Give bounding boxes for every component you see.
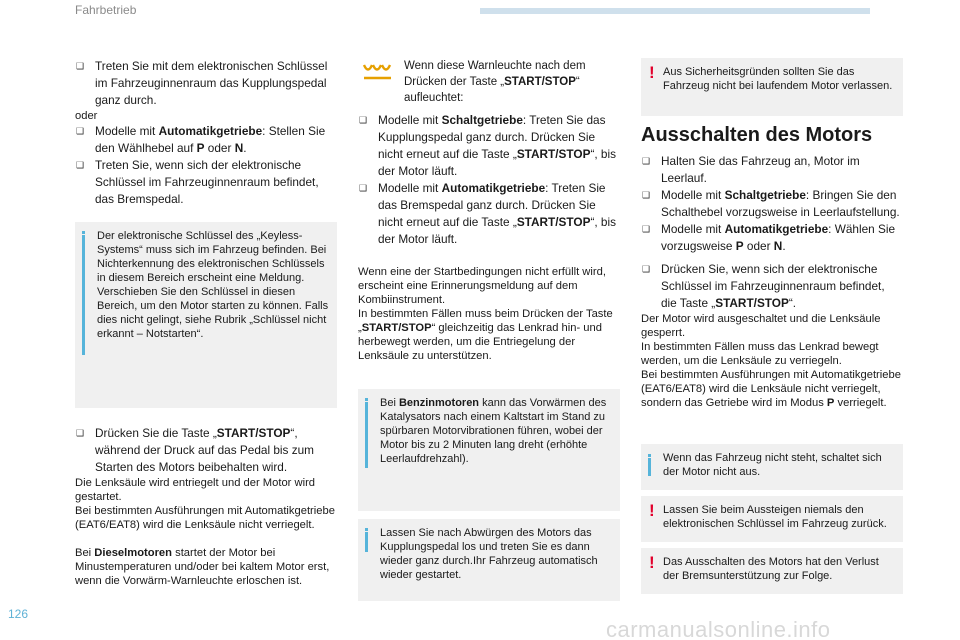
step-bullet: ❑ Modelle mit Automatikgetriebe: Wählen Sie vorzugsweise P oder N.	[642, 222, 896, 253]
checkbox-bullet-icon: ❑	[642, 224, 651, 234]
step-bullet: ❑ Treten Sie mit dem elektronischen Schlüssel im Fahrzeuginnenraum das Kupplungspedal ganz durch.	[76, 59, 328, 107]
paragraph: Bei bestimmten Ausführungen mit Automatikgetriebe (EAT6/EAT8) wird die Lenksäule nicht verriegelt, sondern das Getriebe wird im Modus P verriegelt.	[641, 369, 901, 409]
paragraph: Die Lenksäule wird entriegelt und der Motor wird gestartet.	[75, 477, 316, 503]
glow-plug-warning-lamp-icon	[362, 62, 394, 82]
paragraph: In bestimmten Fällen muss beim Drücken der Taste „START/STOP“ gleichzeitig das Lenkrad hin- und herbewegt werden, um die Entriegelung der Lenksäule zu unterstützen.	[358, 308, 613, 362]
step-bullet: ❑ Drücken Sie die Taste „START/STOP“, während der Druck auf das Pedal bis zum Starten des Motors beibehalten wird.	[76, 426, 315, 474]
paragraph: Bei Dieselmotoren startet der Motor bei Minustemperaturen und/oder bei kaltem Motor erst, wenn die Vorwärm-Warnleuchte erloschen ist.	[75, 547, 330, 587]
step-bullet: ❑ Modelle mit Automatikgetriebe: Stellen Sie den Wählhebel auf P oder N.	[76, 124, 326, 155]
checkbox-bullet-icon: ❑	[359, 183, 368, 193]
section-heading: Ausschalten des Motors	[641, 124, 873, 146]
exclamation-icon: !	[649, 501, 655, 520]
step-bullet: ❑ Modelle mit Schaltgetriebe: Bringen Sie den Schalthebel vorzugsweise in Leerlaufstellung.	[642, 188, 900, 219]
column-1	[75, 58, 337, 588]
exclamation-icon: !	[649, 553, 655, 572]
checkbox-bullet-icon: ❑	[76, 160, 85, 170]
info-marker-icon	[365, 532, 368, 552]
info-note: Bei Benzinmotoren kann das Vorwärmen des Katalysators nach einem Kaltstart im Stand zu spürbaren Motorvibrationen führen, wobei der Motor bis zu 2 Minuten lang dreht (erhöhte Leerlaufdrehzahl).	[358, 389, 620, 511]
step-bullet: ❑ Modelle mit Automatikgetriebe: Treten Sie das Bremspedal ganz durch. Drücken Sie nicht erneut auf die Taste „START/STOP“, bis der Motor läuft.	[359, 181, 617, 246]
checkbox-bullet-icon: ❑	[76, 126, 85, 136]
paragraph: Wenn eine der Startbedingungen nicht erfüllt wird, erscheint eine Erinnerungsmeldung auf dem Kombiinstrument.	[358, 266, 606, 306]
paragraph: Bei bestimmten Ausführungen mit Automatikgetriebe (EAT6/EAT8) wird die Lenksäule nicht verriegelt.	[75, 505, 335, 531]
step-bullet: ❑ Halten Sie das Fahrzeug an, Motor im Leerlauf.	[642, 154, 860, 185]
step-bullet: ❑ Drücken Sie, wenn sich der elektronische Schlüssel im Fahrzeuginnenraum befindet, die Taste „START/STOP“.	[642, 262, 885, 310]
step-bullet: ❑ Modelle mit Schaltgetriebe: Treten Sie das Kupplungspedal ganz durch. Drücken Sie nicht erneut auf die Taste „START/STOP“, bis der Motor läuft.	[359, 113, 617, 178]
section-header: Fahrbetrieb	[75, 3, 137, 17]
page-number: 126	[8, 607, 29, 621]
warning-note: ! Aus Sicherheitsgründen sollten Sie das Fahrzeug nicht bei laufendem Motor verlassen.	[641, 58, 903, 116]
checkbox-bullet-icon: ❑	[642, 156, 651, 166]
oder-text: oder	[75, 110, 98, 122]
warning-note: ! Lassen Sie beim Aussteigen niemals den elektronischen Schlüssel im Fahrzeug zurück.	[641, 496, 903, 542]
column-3	[641, 58, 903, 594]
paragraph: In bestimmten Fällen muss das Lenkrad bewegt werden, um die Lenksäule zu verriegeln.	[641, 341, 879, 367]
info-marker-icon	[365, 402, 368, 468]
column-2	[358, 58, 620, 601]
watermark: carmanualsonline.info	[606, 617, 831, 640]
warning-note: ! Das Ausschalten des Motors hat den Verlust der Bremsunterstützung zur Folge.	[641, 548, 903, 594]
checkbox-bullet-icon: ❑	[359, 115, 368, 125]
step-bullet: ❑ Treten Sie, wenn sich der elektronische Schlüssel im Fahrzeuginnenraum befindet, das Bremspedal.	[76, 158, 319, 206]
info-marker-icon	[82, 235, 85, 355]
checkbox-bullet-icon: ❑	[642, 264, 651, 274]
paragraph: Der Motor wird ausgeschaltet und die Lenksäule gesperrt.	[641, 313, 881, 339]
exclamation-icon: !	[649, 63, 655, 82]
info-note: Lassen Sie nach Abwürgen des Motors das Kupplungspedal los und treten Sie es dann wieder ganz durch.Ihr Fahrzeug automatisch wieder gestartet.	[358, 519, 620, 601]
checkbox-bullet-icon: ❑	[76, 428, 85, 438]
header-rule	[480, 8, 870, 14]
info-note: Wenn das Fahrzeug nicht steht, schaltet sich der Motor nicht aus.	[641, 444, 903, 490]
checkbox-bullet-icon: ❑	[642, 190, 651, 200]
warning-lamp-text: Wenn diese Warnleuchte nach dem Drücken der Taste „START/STOP“ aufleuchtet:	[404, 60, 586, 104]
info-note: Der elektronische Schlüssel des „Keyless-Systems“ muss sich im Fahrzeug befinden. Bei Nichterkennung des elektronischen Schlüssels in diesem Bereich erscheint eine Meldung. Verschieben Sie den Schlüssel in diesen Bereich, um den Motor starten zu können. Falls dies nicht gelingt, siehe Rubrik „Schlüssel nicht erkannt – Notstarten“.	[75, 222, 337, 408]
checkbox-bullet-icon: ❑	[76, 61, 85, 71]
info-marker-icon	[648, 458, 651, 476]
warning-lamp-block	[358, 58, 620, 106]
